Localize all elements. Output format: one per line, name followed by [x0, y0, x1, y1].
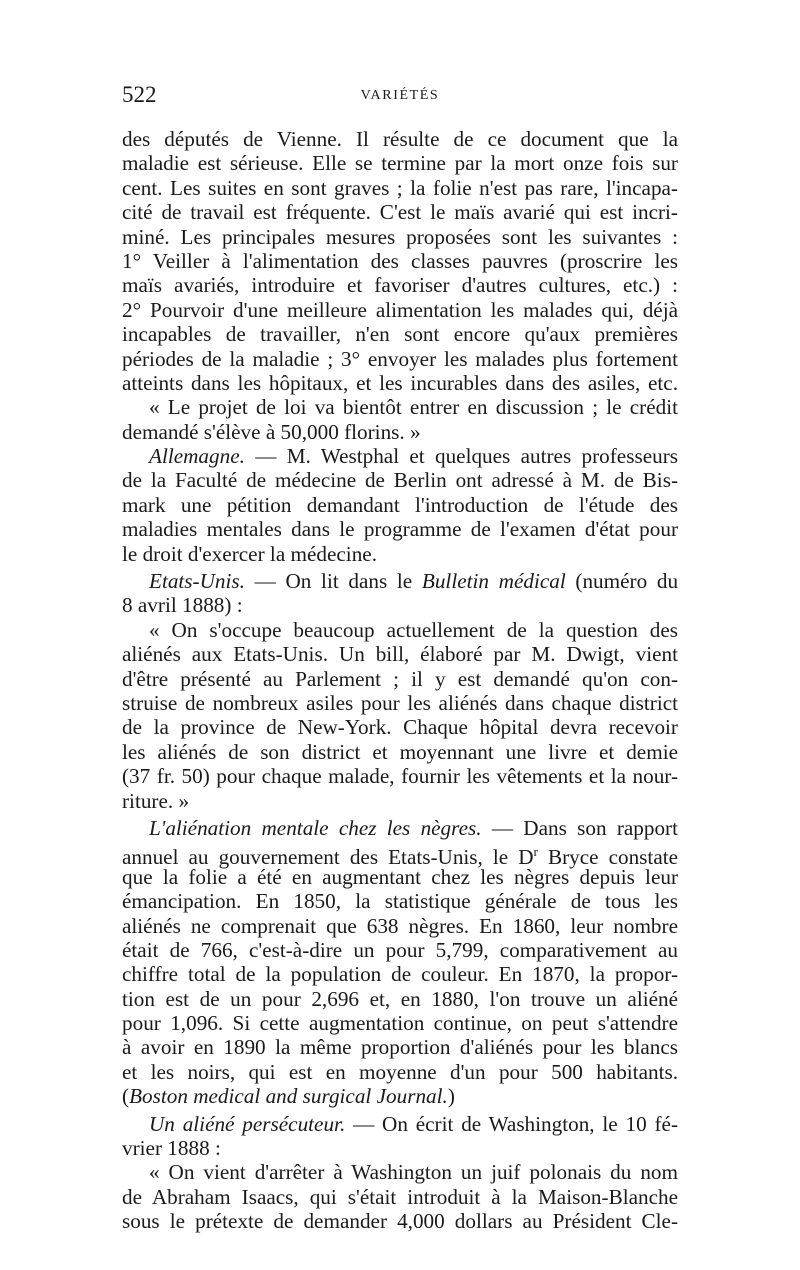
text-line: périodes de la maladie ; 3° envoyer les malades plus fortement — [122, 346, 678, 371]
text-line: 8 avril 1888) : — [122, 593, 243, 618]
text-line: des députés de Vienne. Il résulte de ce document que la — [122, 127, 678, 151]
body-text — [122, 127, 678, 1234]
text-line: de Abraham Isaacs, qui s'était introduit à la Maison-Blanche — [122, 1184, 678, 1209]
text-line: « On s'occupe beaucoup actuellement de la question des — [149, 617, 678, 642]
text-line: pour 1,096. Si cette augmentation continue, on peut s'attendre — [122, 1011, 678, 1036]
source-citation: Boston medical and surgical Journal. — [129, 1084, 448, 1109]
text-line: annuel au gouvernement des Etats-Unis, le $D^r$ Bryce constate — [122, 844, 679, 870]
text-line: struise de nombreux asiles pour les aliénés dans chaque district — [122, 690, 678, 715]
text-line: à avoir en 1890 la même proportion d'aliénés pour les blancs — [122, 1035, 678, 1060]
text-line: le droit d'exercer la médecine. — [122, 541, 377, 566]
text-line: chiffre total de la population de couleur. En 1870, la propor- — [122, 962, 678, 987]
text-line: L'aliénation mentale chez les nègres. — Dans son rapport — [149, 815, 678, 840]
text-line: (Boston medical and surgical Journal.) — [122, 1084, 455, 1109]
text-line: 1° Veiller à l'alimentation des classes pauvres (proscrire les — [122, 248, 678, 273]
text-line: cité de travail est fréquente. C'est le maïs avarié qui est incri- — [122, 200, 678, 225]
superscript: r — [533, 844, 538, 860]
text-line: que la folie a été en augmentant chez les nègres depuis leur — [122, 864, 678, 889]
text-line: riture. » — [122, 788, 190, 813]
text-line: Etats-Unis. — On lit dans le Bulletin médical (numéro du — [149, 569, 679, 594]
text-line: demandé s'élève à 50,000 florins. » — [122, 419, 421, 444]
text-line: mark une pétition demandant l'introduction de l'étude des — [122, 492, 678, 517]
text-line: aliénés aux Etats-Unis. Un bill, élaboré par M. Dwigt, vient — [122, 642, 678, 667]
text-line: de la province de New-York. Chaque hôpital devra recevoir — [122, 715, 678, 740]
section-title-persecuteur: Un aliéné persécuteur. — [149, 1111, 346, 1136]
text-line: maladies mentales dans le programme de l'examen d'état pour — [122, 517, 678, 542]
text-line: (37 fr. 50) pour chaque malade, fournir les vêtements et la nour- — [122, 764, 678, 789]
text-line: incapables de travailler, n'en sont encore qu'aux premières — [122, 322, 678, 347]
section-title-alienation: L'aliénation mentale chez les nègres. — [149, 815, 482, 840]
text-line: d'être présenté au Parlement ; il y est demandé qu'on con- — [122, 666, 678, 691]
text-line: « On vient d'arrêter à Washington un juif polonais du nom — [149, 1160, 678, 1185]
section-title-etats-unis: Etats-Unis. — [149, 569, 245, 594]
text-line: maladie est sérieuse. Elle se termine par la mort onze fois sur — [122, 151, 678, 176]
text-line: les aliénés de son district et moyennant une livre et demie — [122, 739, 678, 764]
running-title: VARIÉTÉS — [360, 88, 440, 103]
text-line: de la Faculté de médecine de Berlin ont adressé à M. de Bis- — [122, 468, 678, 493]
text-line: tion est de un pour 2,696 et, en 1880, l'on trouve un aliéné — [122, 986, 678, 1011]
page-number: 522 — [122, 82, 157, 107]
text-line: vrier 1888 : — [122, 1136, 221, 1161]
text-line: Un aliéné persécuteur. — On écrit de Washington, le 10 fé- — [149, 1111, 678, 1136]
text-line: maïs avariés, introduire et favoriser d'autres cultures, etc.) : — [122, 273, 678, 298]
text-line: sous le prétexte de demander 4,000 dollars au Président Cle- — [122, 1209, 678, 1234]
text-line: était de 766, c'est-à-dire un pour 5,799, comparativement au — [122, 937, 678, 962]
text-line: atteints dans les hôpitaux, et les incurables dans des asiles, etc. — [122, 370, 678, 395]
text-line: et les noirs, qui est en moyenne d'un pour 500 habitants. — [122, 1059, 678, 1084]
text-line: miné. Les principales mesures proposées sont les suivantes : — [122, 224, 678, 249]
page-header — [122, 82, 678, 112]
section-title-allemagne: Allemagne. — [149, 444, 245, 469]
text-line: Allemagne. — M. Westphal et quelques autres professeurs — [149, 444, 678, 469]
text-line: « Le projet de loi va bientôt entrer en discussion ; le crédit — [149, 395, 678, 420]
journal-title: Bulletin médical — [421, 569, 566, 594]
text-line: aliénés ne comprenait que 638 nègres. En 1860, leur nombre — [122, 913, 678, 938]
text-line: cent. Les suites en sont graves ; la folie n'est pas rare, l'incapa- — [122, 175, 678, 200]
text-line: 2° Pourvoir d'une meilleure alimentation les malades qui, déjà — [122, 297, 678, 322]
text-line: émancipation. En 1850, la statistique générale de tous les — [122, 889, 678, 914]
